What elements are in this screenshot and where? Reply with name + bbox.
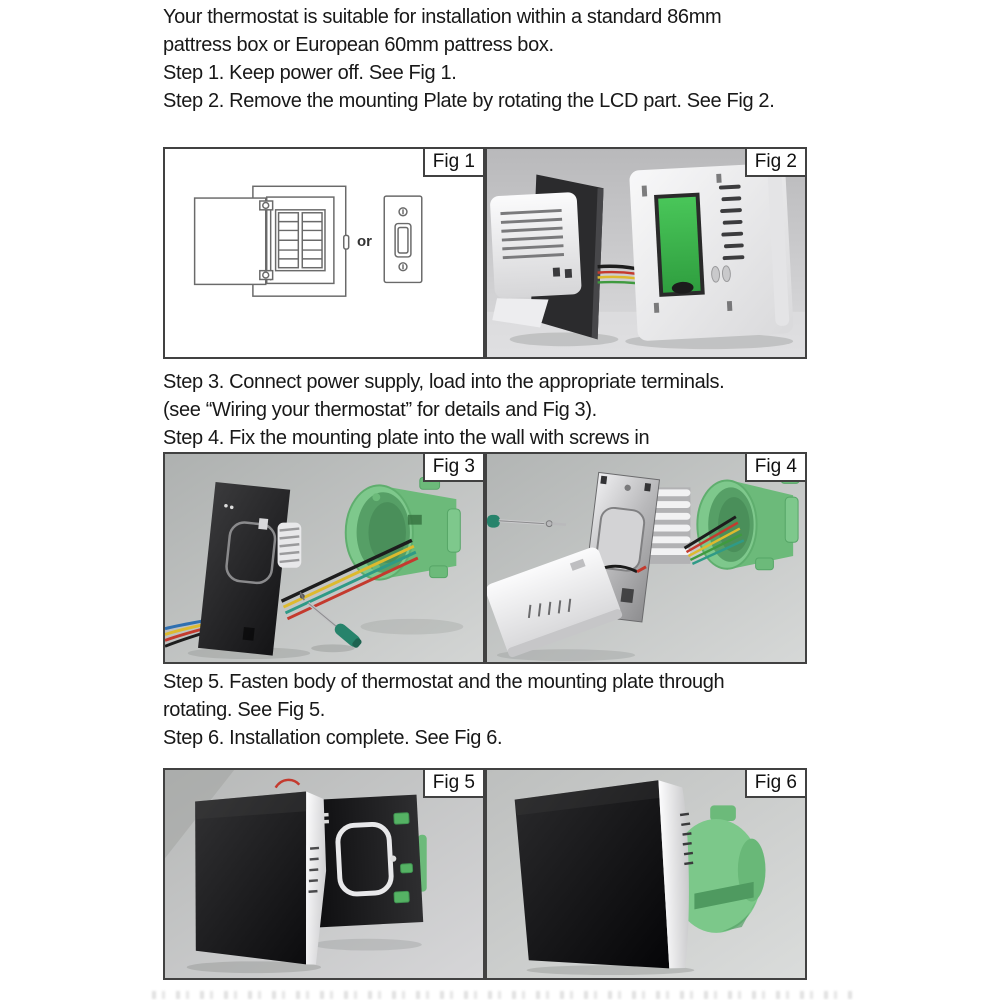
figure-fig6 xyxy=(485,768,807,980)
figure-fig3 xyxy=(163,452,485,664)
mounting-plate xyxy=(310,795,423,928)
or-label: or xyxy=(357,233,372,250)
fig3-label: Fig 3 xyxy=(423,454,483,482)
thermostat-screen xyxy=(190,788,329,965)
figure-fig1 xyxy=(163,147,485,359)
step-3-line-1: Step 3. Connect power supply, load into the appropriate terminals. xyxy=(163,371,725,393)
fig6-label: Fig 6 xyxy=(745,770,805,798)
step-3-line-2: (see “Wiring your thermostat” for details and Fig 3). xyxy=(163,399,597,421)
fig2-label: Fig 2 xyxy=(745,149,805,177)
mounting-plate-with-module xyxy=(487,175,604,340)
figure-fig2 xyxy=(485,147,807,359)
figure-fig5 xyxy=(163,768,485,980)
fig4-illustration xyxy=(487,454,805,662)
step-1-line: Step 1. Keep power off. See Fig 1. xyxy=(163,62,457,84)
steps-3-4-paragraph xyxy=(163,368,724,452)
intro-line-1: Your thermostat is suitable for installation within a standard 86mm xyxy=(163,6,722,28)
power-module-fins xyxy=(278,523,302,568)
fig2-illustration xyxy=(487,149,805,357)
intro-paragraph xyxy=(163,3,774,115)
light-switch-drawing xyxy=(384,196,422,282)
thermostat-back xyxy=(629,163,794,342)
fig3-illustration xyxy=(165,454,483,662)
fig5-label: Fig 5 xyxy=(423,770,483,798)
fig6-illustration xyxy=(487,770,805,978)
fig4-label: Fig 4 xyxy=(745,454,805,482)
thermostat-screen xyxy=(514,779,696,972)
step-6-line: Step 6. Installation complete. See Fig 6. xyxy=(163,727,503,749)
intro-line-2: pattress box or European 60mm pattress box. xyxy=(163,34,554,56)
fig1-label: Fig 1 xyxy=(423,149,483,177)
figure-row-1 xyxy=(163,147,807,359)
step-5-line-1: Step 5. Fasten body of thermostat and the mounting plate through xyxy=(163,671,725,693)
step-4-line: Step 4. Fix the mounting plate into the wall with screws in xyxy=(163,427,650,449)
fig1-illustration xyxy=(165,149,483,357)
fig5-illustration xyxy=(165,770,483,978)
figure-row-2 xyxy=(163,452,807,664)
cutoff-text-remnant xyxy=(152,991,852,999)
step-5-line-2: rotating. See Fig 5. xyxy=(163,699,325,721)
breaker-panel-drawing xyxy=(195,186,349,296)
figure-fig4 xyxy=(485,452,807,664)
steps-5-6-paragraph xyxy=(163,668,724,752)
step-2-line: Step 2. Remove the mounting Plate by rotating the LCD part. See Fig 2. xyxy=(163,90,775,112)
figure-row-3 xyxy=(163,768,807,980)
